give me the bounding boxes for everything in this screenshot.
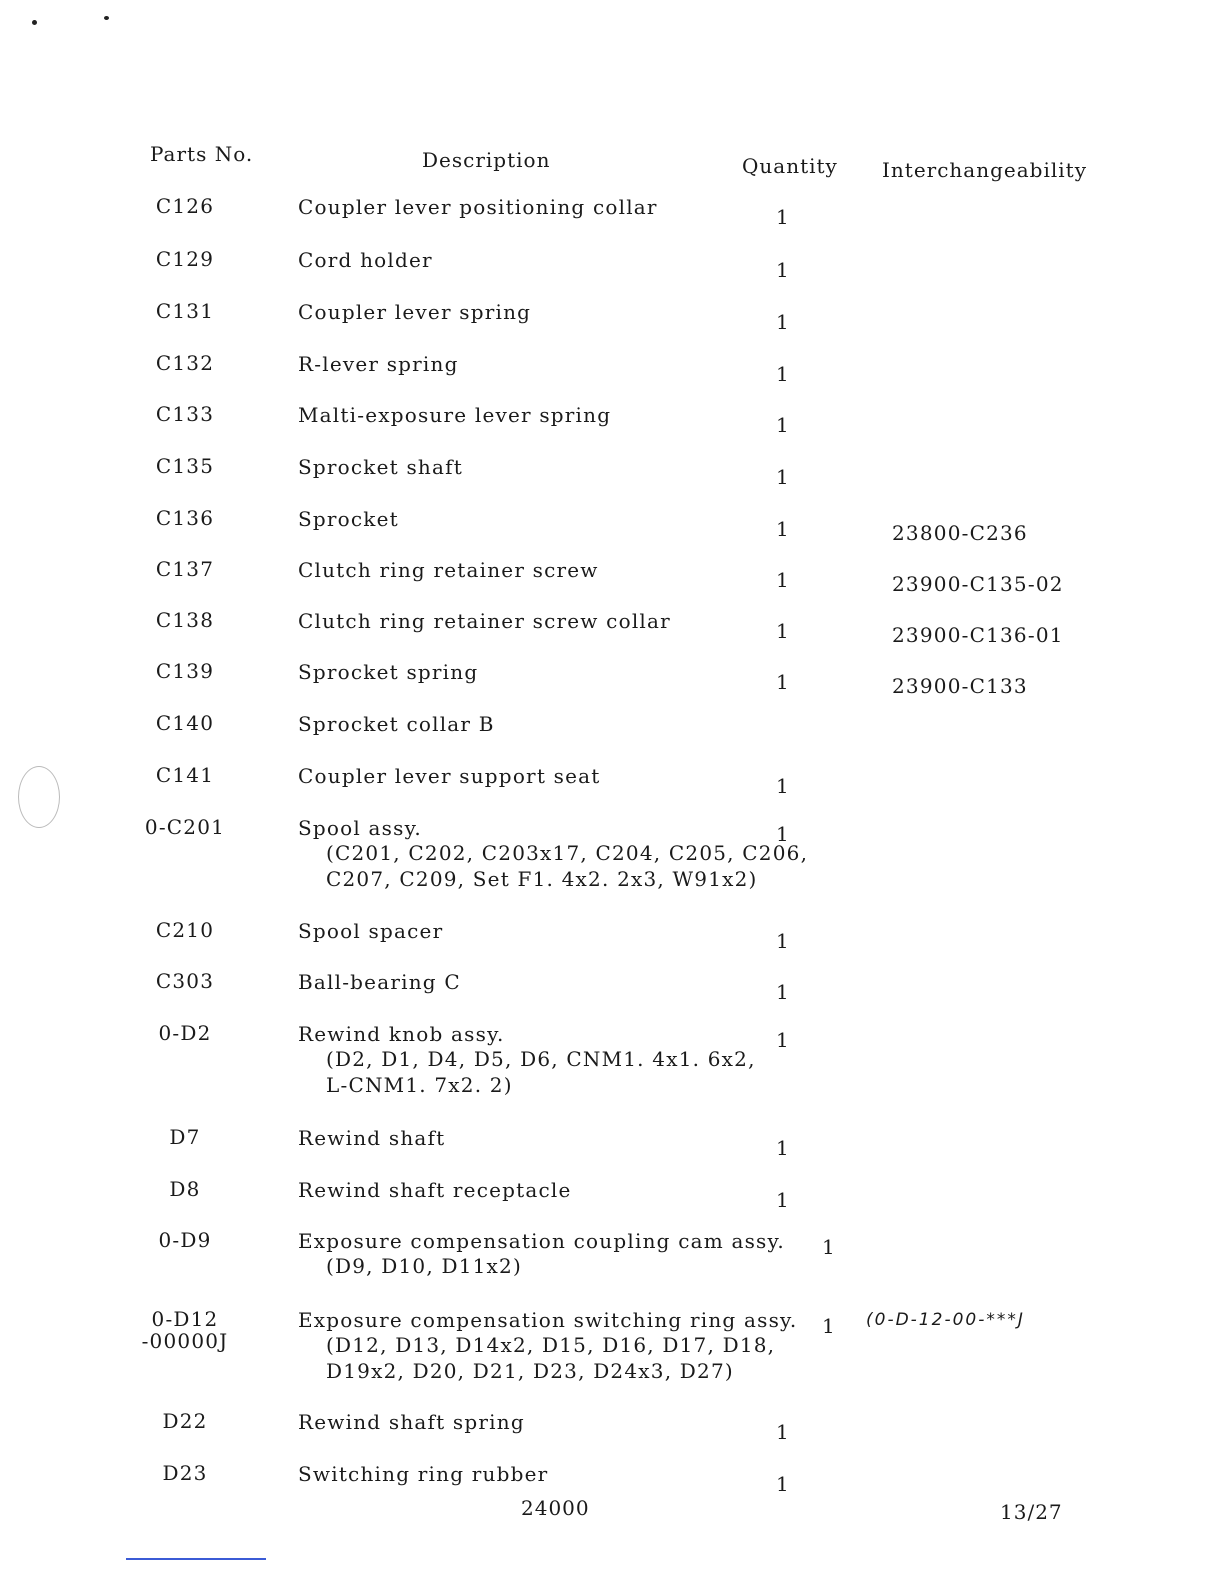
part-description-components: (D2, D1, D4, D5, D6, CNM1. 4x1. 6x2, xyxy=(326,1047,756,1071)
part-quantity: 1 xyxy=(776,619,790,643)
part-interchangeability: 23900-C133 xyxy=(892,674,1028,698)
parts-number: C138 xyxy=(155,608,215,632)
part-quantity: 1 xyxy=(776,929,790,953)
part-quantity: 1 xyxy=(776,1188,790,1212)
part-description xyxy=(298,712,495,736)
part-description xyxy=(298,507,399,531)
part-description xyxy=(298,1178,572,1202)
part-description xyxy=(298,816,808,892)
parts-number: D23 xyxy=(162,1461,208,1485)
part-description-components: (C201, C202, C203x17, C204, C205, C206, xyxy=(326,841,809,865)
parts-number: C131 xyxy=(155,299,215,323)
part-description xyxy=(298,1410,525,1434)
part-description xyxy=(298,300,531,324)
part-description xyxy=(298,609,671,633)
parts-number: 0-D2 xyxy=(158,1021,212,1045)
part-quantity: 1 xyxy=(776,310,790,334)
part-description-main: Sprocket collar B xyxy=(298,712,495,736)
part-interchangeability: 23800-C236 xyxy=(892,521,1028,545)
scan-speck xyxy=(104,16,109,20)
parts-number: C141 xyxy=(155,763,215,787)
part-quantity: 1 xyxy=(776,1136,790,1160)
part-description xyxy=(298,1308,797,1384)
part-description-main: Sprocket xyxy=(298,507,399,531)
parts-number: C303 xyxy=(155,969,215,993)
part-description-main: R-lever spring xyxy=(298,352,459,376)
part-description-main: Cord holder xyxy=(298,248,433,272)
part-description xyxy=(298,455,463,479)
header-quantity: Quantity xyxy=(742,154,838,178)
part-description xyxy=(298,195,658,219)
part-interchangeability: 23900-C135-02 xyxy=(892,572,1064,596)
part-description-main: Sprocket shaft xyxy=(298,455,463,479)
part-description xyxy=(298,919,443,943)
parts-number: 0-C201 xyxy=(144,815,226,839)
part-description-main: Switching ring rubber xyxy=(298,1462,549,1486)
part-description-main: Exposure compensation coupling cam assy. xyxy=(298,1229,785,1253)
part-description-main: Spool spacer xyxy=(298,919,444,943)
part-description-main: Rewind shaft receptacle xyxy=(298,1178,572,1202)
part-quantity: 1 xyxy=(776,568,790,592)
parts-number: D22 xyxy=(162,1409,208,1433)
part-description-main: Ball-bearing C xyxy=(298,970,461,994)
parts-number: C140 xyxy=(155,711,215,735)
part-description-main: Malti-exposure lever spring xyxy=(298,403,612,427)
part-quantity: 1 xyxy=(776,465,790,489)
parts-number: 0-D9 xyxy=(158,1228,212,1252)
part-description xyxy=(298,248,433,272)
part-description xyxy=(298,1462,548,1486)
part-quantity: 1 xyxy=(776,774,790,798)
parts-number: C135 xyxy=(155,454,215,478)
header-parts-no: Parts No. xyxy=(150,142,254,166)
part-quantity: 1 xyxy=(776,822,790,846)
parts-number: D7 xyxy=(169,1125,201,1149)
parts-number: C129 xyxy=(155,247,215,271)
part-quantity: 1 xyxy=(776,670,790,694)
part-description-main: Sprocket spring xyxy=(298,660,479,684)
part-description-components: L-CNM1. 7x2. 2) xyxy=(326,1073,513,1097)
part-description-main: Coupler lever spring xyxy=(298,300,532,324)
parts-number: 0-D12 -00000J xyxy=(141,1307,229,1353)
header-description: Description xyxy=(422,148,551,172)
part-description-main: Clutch ring retainer screw xyxy=(298,558,599,582)
scan-punch-hole-mark xyxy=(18,766,60,828)
part-interchangeability: (0-D-12-00-***J xyxy=(866,1310,1025,1330)
part-description xyxy=(298,1229,785,1279)
part-description xyxy=(298,764,600,788)
part-description-components: (D12, D13, D14x2, D15, D16, D17, D18, xyxy=(326,1333,776,1357)
parts-number: C137 xyxy=(155,557,215,581)
part-description xyxy=(298,1126,445,1150)
part-description-main: Exposure compensation switching ring assy. xyxy=(298,1308,798,1332)
part-quantity: 1 xyxy=(776,205,790,229)
part-description-main: Spool assy. xyxy=(298,816,422,840)
parts-number: D8 xyxy=(169,1177,201,1201)
part-quantity: 1 xyxy=(822,1235,836,1259)
part-quantity: 1 xyxy=(776,258,790,282)
parts-number: C133 xyxy=(155,402,215,426)
part-description xyxy=(298,660,478,684)
part-description-main: Clutch ring retainer screw collar xyxy=(298,609,671,633)
parts-number: C210 xyxy=(155,918,215,942)
part-description-components: D19x2, D20, D21, D23, D24x3, D27) xyxy=(326,1359,734,1383)
part-quantity: 1 xyxy=(776,1420,790,1444)
part-description xyxy=(298,558,599,582)
part-description xyxy=(298,970,461,994)
part-quantity: 1 xyxy=(776,517,790,541)
parts-number: C132 xyxy=(155,351,215,375)
part-description-main: Rewind shaft xyxy=(298,1126,446,1150)
footer-page-number: 13/27 xyxy=(1000,1500,1063,1524)
part-quantity: 1 xyxy=(776,1472,790,1496)
part-description xyxy=(298,352,459,376)
part-description-main: Coupler lever positioning collar xyxy=(298,195,658,219)
part-quantity: 1 xyxy=(776,362,790,386)
part-description-main: Rewind knob assy. xyxy=(298,1022,505,1046)
parts-number: C139 xyxy=(155,659,215,683)
part-quantity: 1 xyxy=(822,1314,836,1338)
parts-number: C136 xyxy=(155,506,215,530)
part-description-main: Rewind shaft spring xyxy=(298,1410,525,1434)
part-quantity: 1 xyxy=(776,1028,790,1052)
part-description xyxy=(298,403,611,427)
bottom-rule xyxy=(126,1558,266,1560)
part-description xyxy=(298,1022,756,1098)
header-interchangeability: Interchangeability xyxy=(882,158,1087,182)
part-description-components: C207, C209, Set F1. 4x2. 2x3, W91x2) xyxy=(326,867,758,891)
part-interchangeability: 23900-C136-01 xyxy=(892,623,1064,647)
parts-number: C126 xyxy=(155,194,215,218)
scan-speck xyxy=(32,20,37,25)
part-quantity: 1 xyxy=(776,980,790,1004)
part-description-main: Coupler lever support seat xyxy=(298,764,601,788)
part-description-components: (D9, D10, D11x2) xyxy=(326,1254,522,1278)
footer-model-number: 24000 xyxy=(521,1496,590,1520)
part-quantity: 1 xyxy=(776,413,790,437)
